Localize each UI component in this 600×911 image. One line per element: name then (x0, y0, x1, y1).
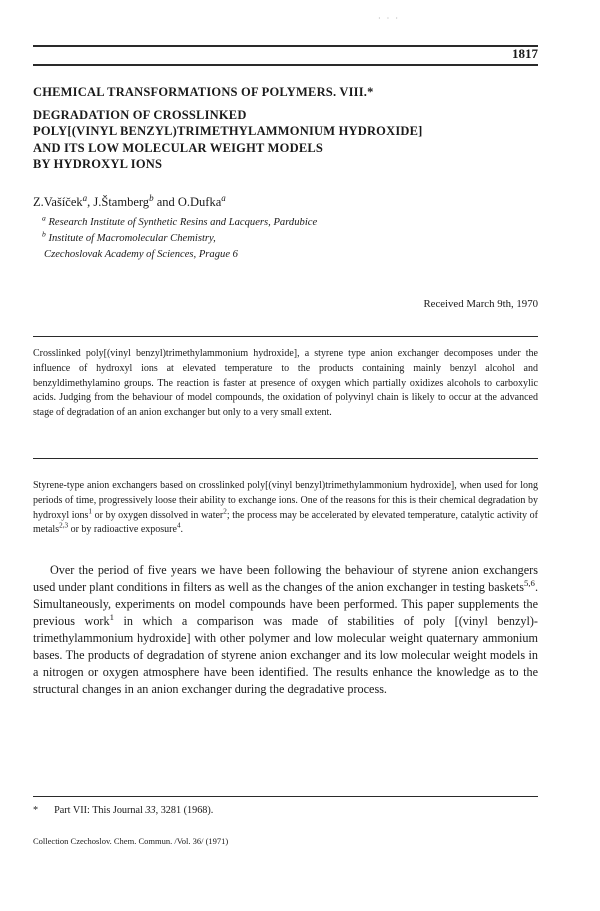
page-number: 1817 (512, 46, 538, 61)
footnote: * Part VII: This Journal 33, 3281 (1968). (33, 805, 214, 816)
received-date: Received March 9th, 1970 (423, 298, 538, 310)
abstract-rule-top (33, 336, 538, 337)
author-name: O.Dufka (177, 195, 222, 209)
title-line: AND ITS LOW MOLECULAR WEIGHT MODELS (33, 140, 324, 155)
title-line: BY HYDROXYL IONS (33, 157, 163, 171)
footnote-rule (33, 796, 538, 797)
affiliation-line: Czechoslovak Academy of Sciences, Prague 6 (44, 249, 238, 260)
title-series: CHEMICAL TRANSFORMATIONS OF POLYMERS. VIII.* (33, 85, 374, 99)
journal-citation: Collection Czechoslov. Chem. Commun. /Vol. 36/ (1971) (33, 836, 229, 846)
abstract-rule-bottom (33, 458, 538, 459)
scan-marks: · · · (378, 14, 400, 23)
author-name: J.Štamberg (93, 195, 150, 209)
reference-mark: 5,6 (523, 577, 535, 588)
body-paragraph: Over the period of five years we have been following the behaviour of styrene anion exchangers used under plant conditions in filters as well as the changes of the anion exchanger in testing baskets$^{5,6}$. Simultaneously, experiments on model compounds have been performed. This paper supplements the previous work$^1$ in which a comparison was made of stabilities of poly [(vinyl benzyl)-trimethylammonium hydroxide] with other polymer and low molecular weight quaternary ammonium bases. The products of degradation of styrene anion exchanger and its low molecular weight models in a nitrogen or oxygen atmosphere have been identified. The results enhance the knowledge as to the structural changes in an anion exchanger during the degradative process. (33, 563, 538, 696)
affiliation-line: $^a$ Research Institute of Synthetic Resins and Lacquers, Pardubice (42, 213, 318, 228)
footnote-mark: * (33, 805, 39, 816)
affiliation-line: $^b$ Institute of Macromolecular Chemistry, (42, 229, 216, 244)
reference-mark: 1 (88, 507, 92, 516)
abstract: Crosslinked poly[(vinyl benzyl)trimethylammonium hydroxide], a styrene type anion exchanger decomposes under the influence of hydroxyl ions at elevated temperature to the products containing mainly benzyl alcohol and benzyldimethylamino groups. The reaction is faster at presence of oxygen which partially oxidizes alcohols to carboxylic acids. Judging from the behaviour of model compounds, the oxidation of polyvinyl chain is likely to occur at the advanced stage of degradation of an anion exchanger but only to a very small extent. (33, 348, 538, 419)
author-affiliation-mark: a (221, 192, 226, 203)
affiliations (42, 215, 317, 263)
header-rule-lower (33, 64, 538, 66)
title-line: DEGRADATION OF CROSSLINKED (33, 107, 247, 122)
author-name: Z.Vašíček (33, 195, 83, 209)
reference-mark: 2,3 (59, 522, 69, 531)
author-affiliation-mark: a (82, 192, 88, 203)
reference-mark: 4 (176, 522, 181, 531)
author-affiliation-mark: b (149, 192, 154, 203)
title-line: POLY[(VINYL BENZYL)TRIMETHYLAMMONIUM HYDROXIDE] (33, 124, 423, 138)
header-rule (33, 45, 538, 47)
intro-paragraph: Styrene-type anion exchangers based on crosslinked poly[(vinyl benzyl)trimethylammonium hydroxide], when used for long periods of time, progressively loose their ability to exchange ions. One of the reasons for this is their chemical degradation by hydroxyl ions$^1$ or by oxygen dissolved in water$^2$; the process may be accelerated by elevated temperature, catalytic activity of metals$^{2,3}$ or by radioactive exposure$^4$. (33, 480, 538, 536)
reference-mark: 2 (223, 507, 227, 516)
author-list: Z.Vašíček$^a$, J.Štamberg$^b$ and O.Dufka$^a$ (33, 192, 226, 209)
reference-mark: 1 (109, 611, 114, 622)
article-title (33, 84, 553, 173)
